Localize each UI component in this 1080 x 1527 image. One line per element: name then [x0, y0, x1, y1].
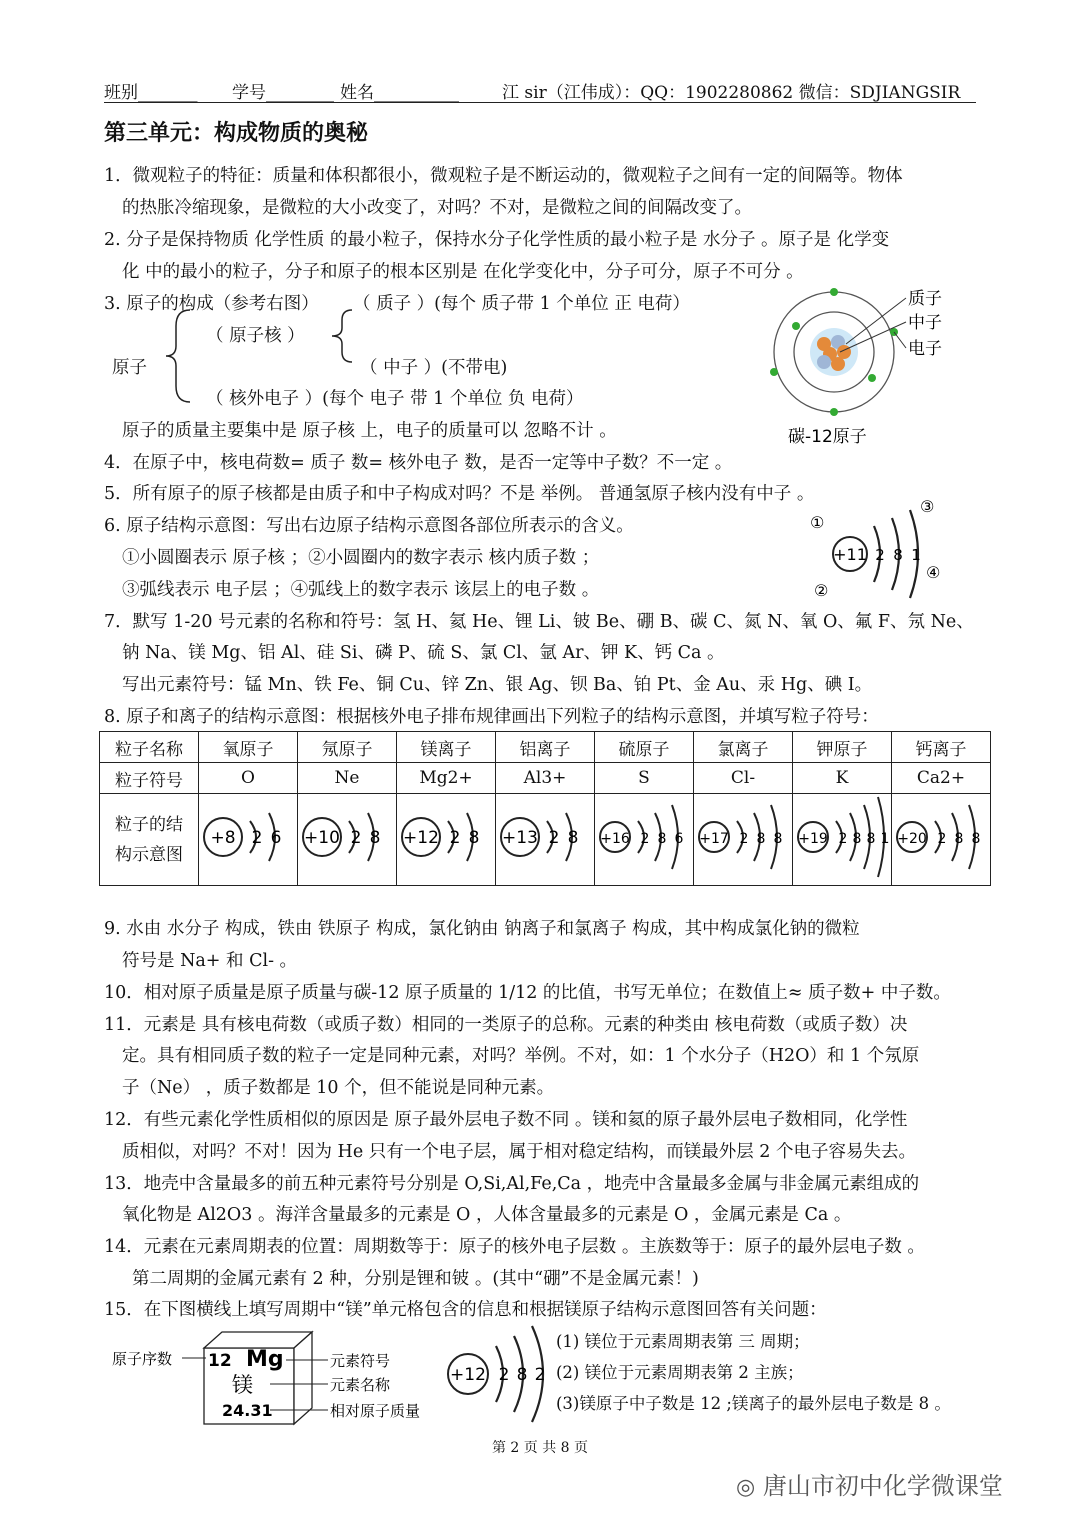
- q12-line-1: 12．有些元素化学性质相似的原因是 原子最外层电子数不同 。镁和氦的原子最外层电子数相同，化学性: [104, 1110, 908, 1130]
- shell-electron-count: 1: [880, 831, 890, 847]
- q10-line: 10．相对原子质量是原子质量与碳-12 原子质量的 1/12 的比值，书写无单位；在数值上≈ 质子数+ 中子数。: [104, 983, 951, 1003]
- shell-electron-count: 8: [468, 828, 480, 848]
- name-field-label: 姓名__________: [340, 83, 459, 103]
- structure-diagram: [497, 794, 593, 880]
- q15-line: 15．在下图横线上填写周期中“镁”单元格包含的信息和根据镁原子结构示意图回答有关问题：: [104, 1300, 827, 1320]
- student-id-field-label: 学号________: [232, 83, 334, 103]
- structure-diagram: [398, 794, 494, 880]
- structure-diagram: [299, 794, 395, 880]
- svg-text:④: ④: [926, 563, 941, 582]
- shell-electron-count: 8: [852, 831, 862, 847]
- nucleus-charge: +19: [798, 831, 828, 847]
- q7-line-3: 写出元素符号：锰 Mn、铁 Fe、铜 Cu、锌 Zn、银 Ag、钡 Ba、铂 Pt、金 Au、汞 Hg、碘 I。: [122, 675, 873, 695]
- q11-line-3: 子（Ne） ，质子数都是 10 个，但不能说是同种元素。: [122, 1078, 555, 1098]
- shell-electron-count: 8: [567, 828, 579, 848]
- fig-caption: 碳-12原子: [788, 427, 867, 447]
- shell-electron-count: 2: [350, 828, 362, 848]
- q6-line-2: ①小圆圈表示 原子核 ；②小圆圈内的数字表示 核内质子数 ；: [122, 548, 600, 568]
- q9-line-1: 9. 水由 水分子 构成，铁由 铁原子 构成，氯化钠由 钠离子和氯离子 构成，其中构成氯化钠的微粒: [104, 919, 860, 939]
- q6-line-3: ③弧线表示 电子层 ；④弧线上的数字表示 该层上的电子数 。: [122, 580, 600, 600]
- shell-electron-count: 6: [270, 828, 282, 848]
- q1-line-2: 的热胀冷缩现象，是微粒的大小改变了，对吗？不对，是微粒之间的间隔改变了。: [122, 198, 752, 218]
- svg-text:2: 2: [498, 1365, 510, 1385]
- shell-electron-count: 8: [866, 831, 876, 847]
- fig-label-electron: 电子: [908, 339, 942, 359]
- q3-atom: 原子: [112, 358, 147, 378]
- nucleus-charge: +8: [210, 828, 236, 848]
- row-label-diagram: 粒子的结构示意图: [100, 794, 199, 886]
- shell-electron-count: 8: [657, 831, 667, 847]
- shell-electron-count: 2: [838, 831, 848, 847]
- q2-line-2: 化 中的最小的粒子，分子和原子的根本区别是 在化学变化中，分子可分，原子不可分 。: [122, 262, 804, 282]
- nucleus-charge: +20: [897, 831, 927, 847]
- svg-text:8: 8: [516, 1365, 528, 1385]
- svg-text:元素名称: 元素名称: [330, 1376, 391, 1394]
- q12-line-2: 质相似，对吗？不对！因为 He 只有一个电子层，属于相对稳定结构，而镁最外层 2 个电子容易失去。: [122, 1142, 916, 1162]
- q13-line-1: 13．地壳中含量最多的前五种元素符号分别是 O,Si,Al,Fe,Ca ，地壳中含量最多金属与非金属元素组成的: [104, 1174, 920, 1194]
- magnesium-structure-figure: [440, 1318, 550, 1428]
- shell-electron-count: 2: [548, 828, 560, 848]
- q6-line-1: 6. 原子结构示意图：写出右边原子结构示意图各部位所表示的含义。: [104, 516, 634, 536]
- nucleus-charge: +17: [699, 831, 729, 847]
- q7-line-1: 7．默写 1-20 号元素的名称和符号：氢 H、氦 He、锂 Li、铍 Be、硼 B、碳 C、氮 N、氧 O、氟 F、氖 Ne、: [104, 612, 974, 632]
- q14-line-2: 第二周期的金属元素有 2 种，分别是锂和铍 。(其中“硼”不是金属元素！): [132, 1269, 699, 1289]
- svg-text:24.31: 24.31: [222, 1401, 273, 1420]
- svg-text:+12: +12: [450, 1365, 486, 1385]
- svg-text:相对原子质量: 相对原子质量: [330, 1402, 421, 1420]
- svg-text:8: 8: [893, 546, 903, 564]
- structure-diagram: [596, 794, 692, 880]
- svg-text:1: 1: [911, 546, 921, 564]
- q11-line-1: 11．元素是 具有核电荷数（或质子数）相同的一类原子的总称。元素的种类由 核电荷数（或质子数）决: [104, 1015, 908, 1035]
- q5-line: 5．所有原子的原子核都是由质子和中子构成对吗？不是 举例。 普通氢原子核内没有中子 。: [104, 484, 815, 504]
- structure-diagram: [893, 794, 989, 880]
- nucleus-charge: +16: [600, 831, 630, 847]
- svg-text:原子序数: 原子序数: [112, 1350, 173, 1368]
- shell-electron-count: 8: [773, 831, 783, 847]
- svg-text:镁: 镁: [232, 1373, 253, 1397]
- q7-line-2: 钠 Na、镁 Mg、铝 Al、硅 Si、磷 P、硫 S、氯 Cl、氩 Ar、钾 K、钙 Ca 。: [122, 643, 725, 663]
- wechat-icon: ◎: [736, 1475, 756, 1500]
- row-label-name: 粒子名称: [100, 732, 199, 763]
- svg-text:12: 12: [208, 1351, 232, 1371]
- q14-line-1: 14．元素在元素周期表的位置：周期数等于：原子的核外电子层数 。主族数等于：原子的最外层电子数 。: [104, 1237, 925, 1257]
- shell-electron-count: 8: [756, 831, 766, 847]
- structure-diagram: [695, 794, 791, 880]
- row-label-symbol: 粒子符号: [100, 763, 199, 794]
- q15-answer-1: (1) 镁位于元素周期表第 三 周期；: [556, 1332, 810, 1351]
- svg-text:①: ①: [810, 513, 825, 532]
- sodium-structure-figure: [800, 490, 950, 602]
- q8-line: 8. 原子和离子的结构示意图：根据核外电子排布规律画出下列粒子的结构示意图，并填写粒子符号：: [104, 707, 879, 727]
- svg-text:②: ②: [814, 581, 829, 600]
- class-field-label: 班别_______: [104, 83, 198, 103]
- q4-line: 4．在原子中，核电荷数= 质子 数= 核外电子 数，是否一定等中子数？不一定 。: [104, 453, 733, 473]
- carbon-12-atom-figure: [766, 286, 966, 450]
- svg-text:2: 2: [534, 1365, 546, 1385]
- magnesium-element-cell: [110, 1326, 440, 1430]
- shell-electron-count: 2: [937, 831, 947, 847]
- shell-electron-count: 2: [449, 828, 461, 848]
- q13-line-2: 氧化物是 Al2O3 。海洋含量最多的元素是 O ，人体含量最多的元素是 O ，金属元素是 Ca 。: [122, 1205, 852, 1225]
- author-contact: 江 sir（江伟成）：QQ：1902280862 微信：SDJIANGSIR: [502, 83, 961, 103]
- q9-line-2: 符号是 Na+ 和 Cl- 。: [122, 951, 298, 971]
- svg-text:+11: +11: [833, 545, 867, 564]
- q3-line-1: 3. 原子的构成（参考右图）: [104, 294, 319, 314]
- svg-text:元素符号: 元素符号: [330, 1352, 391, 1370]
- nucleus-charge: +10: [304, 828, 340, 848]
- q1-line-1: 1．微观粒子的特征：质量和体积都很小，微观粒子是不断运动的，微观粒子之间有一定的间隔等。物体: [104, 166, 903, 186]
- atom-brace: [160, 306, 200, 406]
- q3-mass: 原子的质量主要集中是 原子核 上，电子的质量可以 忽略不计 。: [122, 421, 617, 441]
- q15-answer-2: (2) 镁位于元素周期表第 2 主族；: [556, 1363, 804, 1382]
- nucleus-charge: +13: [502, 828, 538, 848]
- shell-electron-count: 2: [739, 831, 749, 847]
- structure-diagram: [200, 794, 296, 880]
- shell-electron-count: 8: [369, 828, 381, 848]
- q15-answer-3: (3)镁原子中子数是 12 ;镁离子的最外层电子数是 8 。: [556, 1394, 951, 1413]
- svg-text:2: 2: [875, 546, 885, 564]
- page-footer: 第 2 页 共 8 页: [491, 1440, 589, 1456]
- page-header: [104, 76, 976, 103]
- svg-text:Mg: Mg: [246, 1347, 284, 1372]
- structure-diagram: [794, 794, 890, 880]
- shell-electron-count: 8: [971, 831, 981, 847]
- shell-electron-count: 2: [251, 828, 263, 848]
- watermark: ◎ 唐山市初中化学微课堂: [736, 1472, 1003, 1500]
- unit-title: 第三单元：构成物质的奥秘: [104, 121, 369, 146]
- fig-label-neutron: 中子: [908, 313, 942, 333]
- q3-electron: （ 核外电子 ）(每个 电子 带 1 个单位 负 电荷）: [206, 389, 584, 409]
- fig-label-proton: 质子: [908, 289, 942, 309]
- nucleus-charge: +12: [403, 828, 439, 848]
- shell-electron-count: 8: [954, 831, 964, 847]
- q3-neutron: （ 中子 ）(不带电): [360, 358, 508, 378]
- q11-line-2: 定。具有相同质子数的粒子一定是同种元素，对吗？举例。不对，如：1 个水分子（H2O）和 1 个氖原: [122, 1046, 920, 1066]
- shell-electron-count: 6: [674, 831, 684, 847]
- shell-electron-count: 2: [640, 831, 650, 847]
- svg-text:③: ③: [920, 497, 935, 516]
- nucleus-brace: [322, 306, 358, 366]
- q3-nucleus: （ 原子核 ）: [206, 326, 305, 346]
- q2-line-1: 2. 分子是保持物质 化学性质 的最小粒子，保持水分子化学性质的最小粒子是 水分子 。原子是 化学变: [104, 230, 890, 250]
- structure-table: 粒子名称 氧原子 氖原子 镁离子 铝离子 硫原子 氯离子 钾原子 钙离子 粒子符号 O Ne Mg2+ Al3+ S Cl- K Ca2+ 粒子的结构示意图 +8 2 6 +10 2 8 +12 2 8 +13 2 8 +16 2 8 6 +17 2 8 8 +19 2 8 8 1 +20 2 8 8: [99, 731, 991, 886]
- q3-proton: （ 质子 ）(每个 质子带 1 个单位 正 电荷）: [353, 294, 690, 314]
